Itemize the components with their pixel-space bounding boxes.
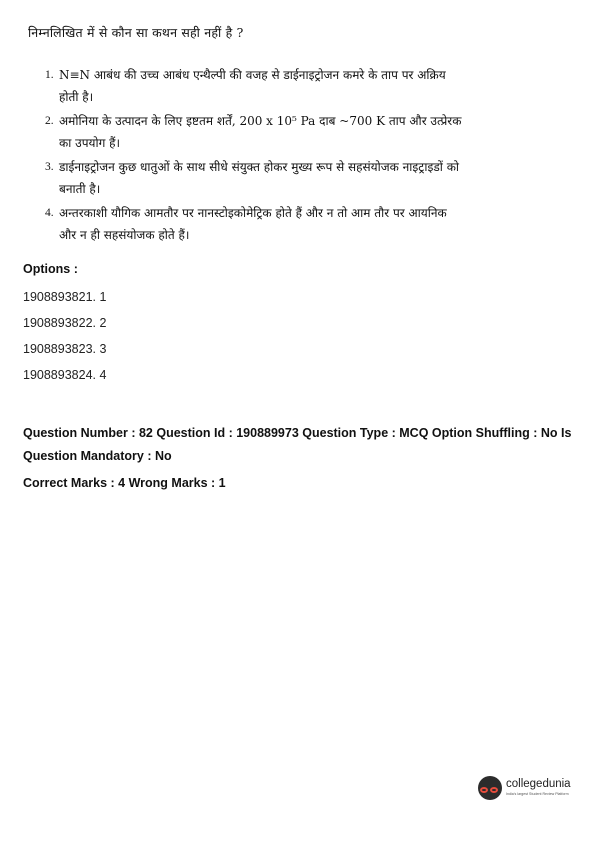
logo-tagline: India's largest Student Review Platform [506,791,569,796]
statement-item [45,64,465,108]
question-meta-line-3: Correct Marks : 4 Wrong Marks : 1 [23,476,226,490]
option-3: 1908893823. 3 [23,342,107,356]
statement-text: अन्तरकाशी यौगिक आमतौर पर नानस्टोइकोमेट्रिक होते हैं और न तो आम तौर पर आयनिक और न ही सहसंयोजक होते हैं। [59,206,447,242]
logo-name: collegedunia [506,778,571,791]
collegedunia-logo [478,776,571,800]
statement-text: N≡N आबंध की उच्च आबंध एन्थैल्पी की वजह से डाईनाइट्रोजन कमरे के ताप पर अक्रिय होती है। [59,68,446,104]
question-meta-line-1: Question Number : 82 Question Id : 190889973 Question Type : MCQ Option Shuffling : No Is [23,426,572,440]
option-1: 1908893821. 1 [23,290,107,304]
statement-item [45,156,465,200]
statement-number: 3. [45,161,54,173]
statement-text: अमोनिया के उत्पादन के लिए इष्टतम शर्तें, 200 x 10⁵ Pa दाब ~700 K ताप और उत्प्रेरक का उपयोग हैं। [59,114,462,150]
mascot-icon [478,776,502,800]
statement-list [45,64,465,248]
question-meta-line-2: Question Mandatory : No [23,449,172,463]
statement-number: 1. [45,69,54,81]
statement-number: 2. [45,115,54,127]
option-2: 1908893822. 2 [23,316,107,330]
option-4: 1908893824. 4 [23,368,107,382]
statement-number: 4. [45,207,54,219]
question-stem: निम्नलिखित में से कौन सा कथन सही नहीं है ? [28,25,244,40]
statement-item [45,110,465,154]
statement-item [45,202,465,246]
options-heading: Options : [23,262,78,276]
statement-text: डाईनाइट्रोजन कुछ धातुओं के साथ सीधे संयुक्त होकर मुख्य रूप से सहसंयोजक नाइट्राइडों को बनाती है। [59,160,460,196]
